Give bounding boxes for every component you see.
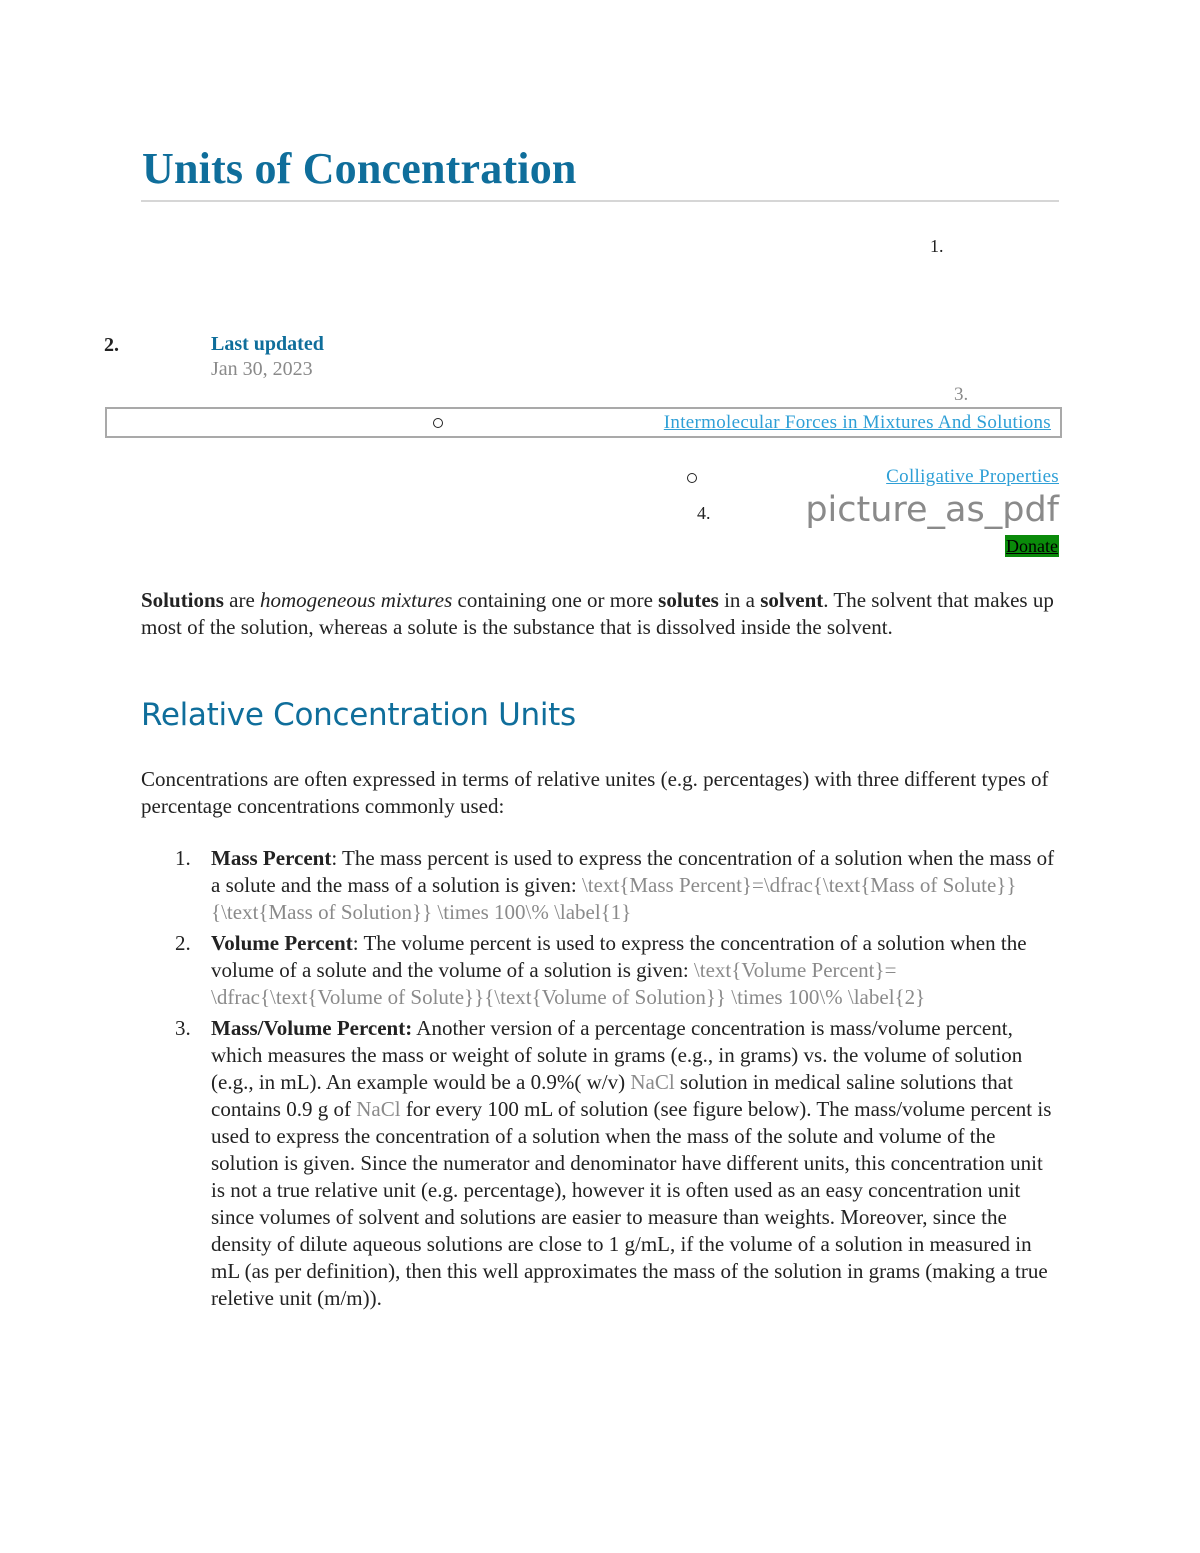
term-solutions: Solutions	[141, 588, 224, 612]
list-marker-3: 3.	[954, 384, 969, 405]
list-marker: 3.	[175, 1016, 191, 1040]
intro-paragraph: Solutions are homogeneous mixtures containing one or more solutes in a solvent. The solvent that makes up most of the solution, whereas a solute is the substance that is dissolved inside the solvent.	[141, 588, 1054, 639]
list-marker-4: 4.	[697, 503, 711, 523]
formula: \text{Mass Percent}=\dfrac{\text{Mass of Solute}}{\text{Mass of Solution}} \times 100\% \label{1}	[211, 873, 1017, 924]
item-term: Mass/Volume Percent:	[211, 1016, 413, 1040]
list-marker-1: 1.	[930, 236, 944, 256]
list-item-mass-percent: 1. Mass Percent: The mass percent is used to express the concentration of a solution when the mass of a solute and the mass of a solution is given: \text{Mass Percent}=\dfrac{\text{Mass of Solute}}{\text{Mass of Solution}} \times 100\% \label{1}	[175, 846, 1055, 924]
formula: \text{Volume Percent}= \dfrac{\text{Volume of Solute}}{\text{Volume of Solution}} \times 100\% \label{2}	[211, 958, 926, 1009]
last-updated-date: Jan 30, 2023	[211, 358, 313, 380]
term-solvent: solvent	[760, 588, 824, 612]
link-colligative-properties[interactable]: Colligative Properties	[886, 466, 1059, 487]
formula-nacl: NaCl	[356, 1097, 401, 1121]
section-lead: Concentrations are often expressed in terms of relative unites (e.g. percentages) with three different types of percentage concentrations commonly used:	[141, 767, 1049, 818]
title-divider	[141, 200, 1059, 202]
list-marker-2: 2.	[104, 334, 119, 356]
pdf-icon[interactable]: picture_as_pdf	[805, 490, 1059, 530]
list-marker: 1.	[175, 846, 191, 870]
list-marker: 2.	[175, 931, 191, 955]
term-homogeneous: homogeneous mixtures	[260, 588, 453, 612]
item-term: Mass Percent	[211, 846, 332, 870]
section-heading: Relative Concentration Units	[141, 697, 576, 733]
bullet-circle-icon	[433, 418, 443, 428]
formula-nacl: NaCl	[630, 1070, 675, 1094]
prev-page-nav[interactable]	[105, 407, 1062, 438]
link-intermolecular-forces[interactable]: Intermolecular Forces in Mixtures And Solutions	[663, 412, 1051, 433]
last-updated-label: Last updated	[211, 333, 324, 355]
item-term: Volume Percent	[211, 931, 353, 955]
term-solutes: solutes	[658, 588, 719, 612]
page-title: Units of Concentration	[142, 144, 577, 193]
concentration-list	[141, 845, 1061, 1312]
donate-button[interactable]: Donate	[1006, 536, 1058, 556]
bullet-circle-icon	[687, 473, 697, 483]
list-item-mass-volume-percent: 3. Mass/Volume Percent: Another version of a percentage concentration is mass/volume percent, which measures the mass or weight of solute in grams (e.g., in grams) vs. the volume of solution (e.g., in mL). An example would be a 0.9%( w/v) NaCl solution in medical saline solutions that contains 0.9 g of NaCl for every 100 mL of solution (see figure below). The mass/volume percent is used to express the concentration of a solution when the mass of the solute and volume of the solution is given. Since the numerator and denominator have different units, this concentration unit is not a true relative unit (e.g. percentage), however it is often used as an easy concentration unit since volumes of solvent and solutions are easier to measure than weights. Moreover, since the density of dilute aqueous solutions are close to 1 g/mL, if the volume of a solution in measured in mL (as per definition), then this well approximates the mass of the solution in grams (making a true reletive unit (m/m)).	[175, 1016, 1052, 1310]
list-item-volume-percent: 2. Volume Percent: The volume percent is used to express the concentration of a solution when the volume of a solute and the volume of a solution is given: \text{Volume Percent}= \dfrac{\text{Volume of Solute}}{\text{Volume of Solution}} \times 100\% \label{2}	[175, 931, 1027, 1009]
